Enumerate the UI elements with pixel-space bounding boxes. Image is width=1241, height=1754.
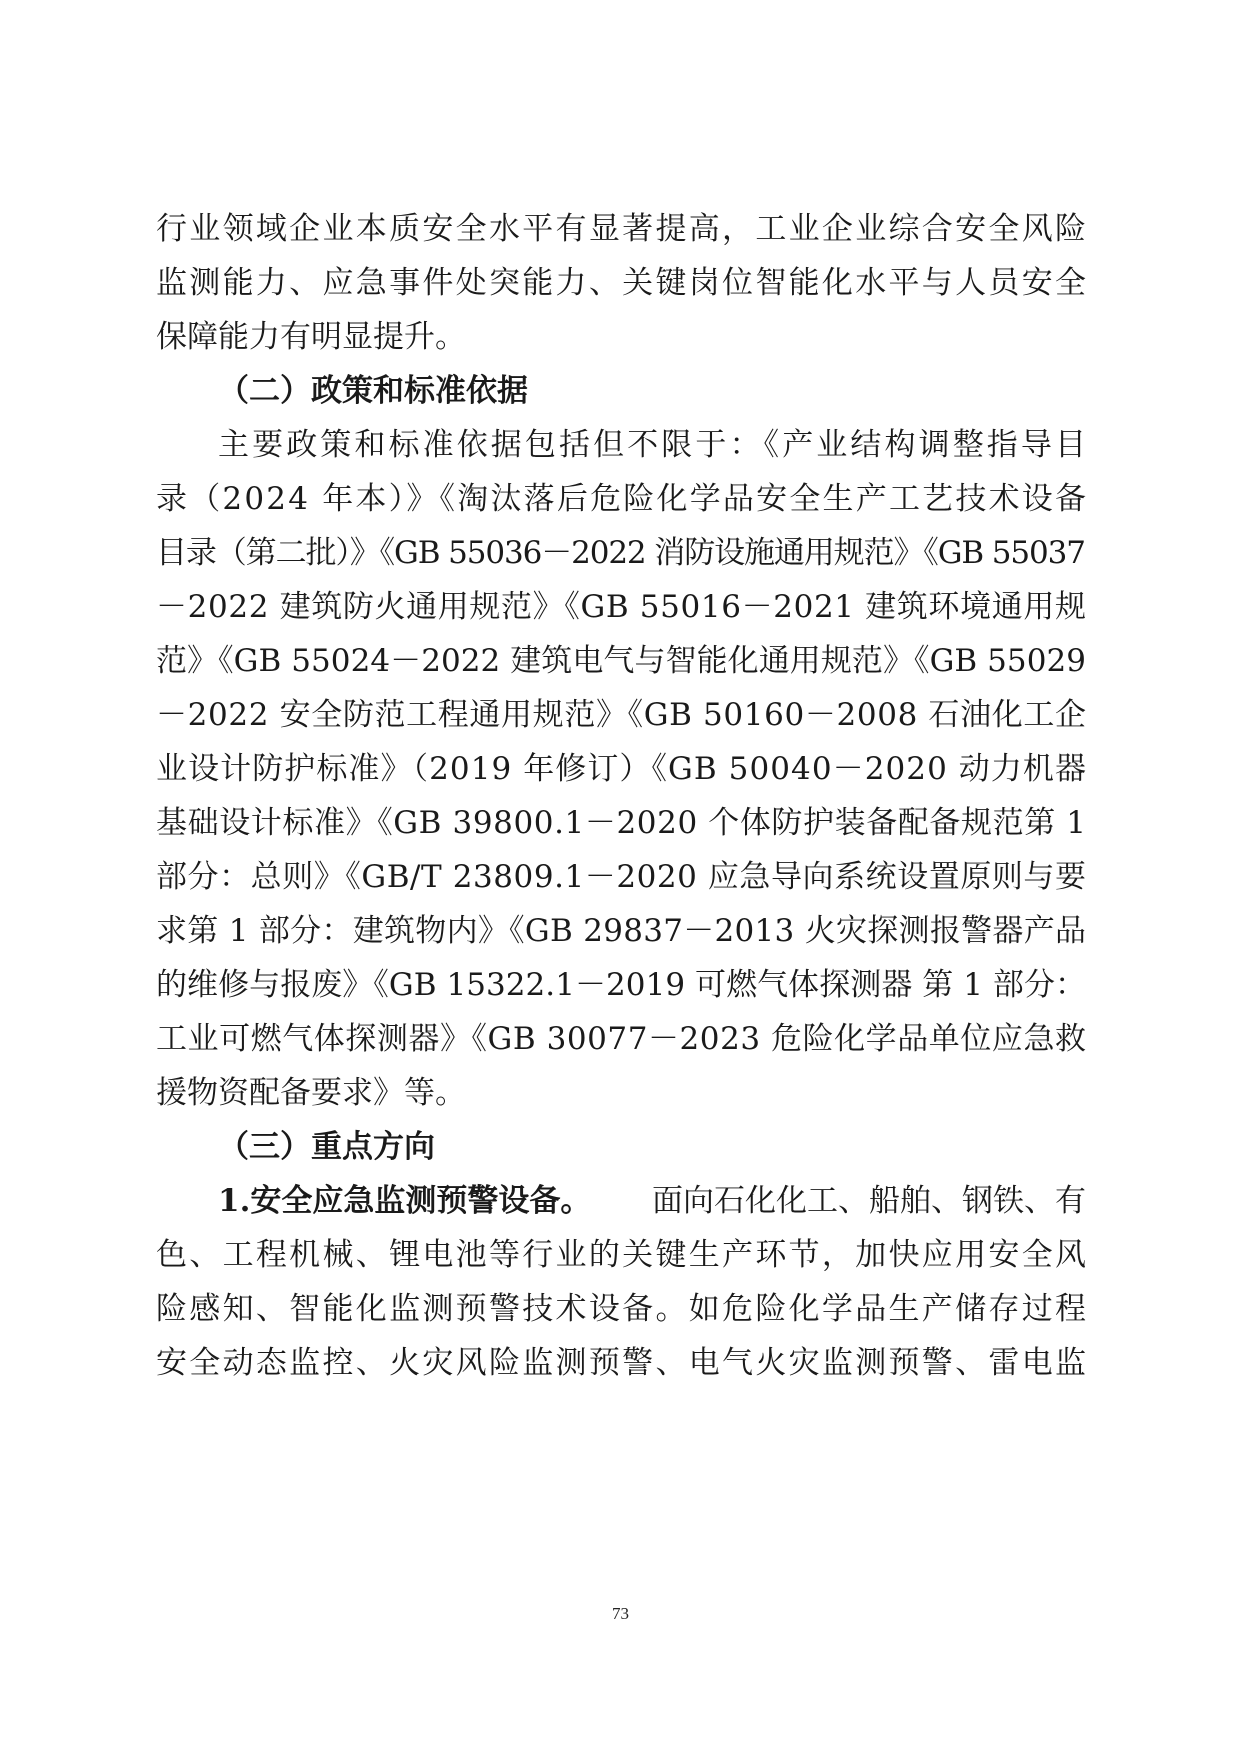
policy-line-9 bbox=[156, 847, 1086, 907]
policy-line-3 bbox=[156, 523, 1086, 583]
policy-text: 录（2024 年本）》《淘汰落后危险化学品安全生产工艺技术设备 bbox=[156, 481, 1089, 517]
policy-line-7 bbox=[156, 739, 1086, 799]
item-1-line-3 bbox=[156, 1279, 1089, 1339]
policy-line-11 bbox=[156, 955, 1086, 1015]
item-1-title: 1.安全应急监测预警设备。 bbox=[218, 1183, 592, 1219]
policy-text: 主要政策和标准依据包括但不限于：《产业结构调整指导目 bbox=[218, 427, 1090, 463]
policy-text: 目录（第二批）》《GB 55036－2022 消防设施通用规范》《GB 55037 bbox=[156, 535, 1085, 571]
policy-text: 的维修与报废》《GB 15322.1－2019 可燃气体探测器 第 1 部分： bbox=[156, 967, 1087, 1003]
item-1-text: 色、工程机械、锂电池等行业的关键生产环节，加快应用安全风 bbox=[156, 1237, 1089, 1273]
policy-line-1 bbox=[218, 415, 1090, 475]
intro-line-1 bbox=[156, 199, 1089, 259]
intro-line-3: 保障能力有明显提升。 bbox=[156, 319, 466, 355]
item-1-line-1 bbox=[218, 1171, 1086, 1231]
intro-line-2 bbox=[156, 253, 1089, 313]
policy-line-10 bbox=[156, 901, 1086, 961]
section-heading-key-directions: （三）重点方向 bbox=[218, 1129, 435, 1165]
policy-line-5 bbox=[156, 631, 1086, 691]
policy-text: 业设计防护标准》（2019 年修订）《GB 50040－2020 动力机器 bbox=[156, 751, 1088, 787]
policy-text: 部分：总则》《GB/T 23809.1－2020 应急导向系统设置原则与要 bbox=[156, 859, 1087, 895]
intro-text: 行业领域企业本质安全水平有显著提高，工业企业综合安全风险 bbox=[156, 211, 1089, 247]
item-1-line-4 bbox=[156, 1333, 1089, 1393]
policy-text: －2022 安全防范工程通用规范》《GB 50160－2008 石油化工企 bbox=[156, 697, 1087, 733]
policy-line-8 bbox=[156, 793, 1086, 853]
item-1-text: 险感知、智能化监测预警技术设备。如危险化学品生产储存过程 bbox=[156, 1291, 1089, 1327]
item-1-line-2 bbox=[156, 1225, 1089, 1285]
intro-text: 监测能力、应急事件处突能力、关键岗位智能化水平与人员安全 bbox=[156, 265, 1089, 301]
item-1-text: 安全动态监控、火灾风险监测预警、电气火灾监测预警、雷电监 bbox=[156, 1345, 1089, 1381]
item-1-text-wrap bbox=[591, 1171, 1086, 1231]
policy-line-13: 援物资配备要求》等。 bbox=[156, 1075, 466, 1111]
policy-line-4 bbox=[156, 577, 1086, 637]
policy-text: 工业可燃气体探测器》《GB 30077－2023 危险化学品单位应急救 bbox=[156, 1021, 1087, 1057]
section-heading-policy: （二）政策和标准依据 bbox=[218, 373, 528, 409]
policy-text: －2022 建筑防火通用规范》《GB 55016－2021 建筑环境通用规 bbox=[156, 589, 1087, 625]
item-1-text: 面向石化化工、船舶、钢铁、有 bbox=[652, 1183, 1086, 1219]
policy-text: 范》《GB 55024－2022 建筑电气与智能化通用规范》《GB 55029 bbox=[156, 643, 1087, 679]
policy-line-2 bbox=[156, 469, 1089, 529]
policy-line-12 bbox=[156, 1009, 1086, 1069]
policy-line-6 bbox=[156, 685, 1086, 745]
policy-text: 求第 1 部分：建筑物内》《GB 29837－2013 火灾探测报警器产品 bbox=[156, 913, 1087, 949]
policy-text: 基础设计标准》《GB 39800.1－2020 个体防护装备配备规范第 1 bbox=[156, 805, 1087, 841]
page-number: 73 bbox=[612, 1604, 629, 1623]
